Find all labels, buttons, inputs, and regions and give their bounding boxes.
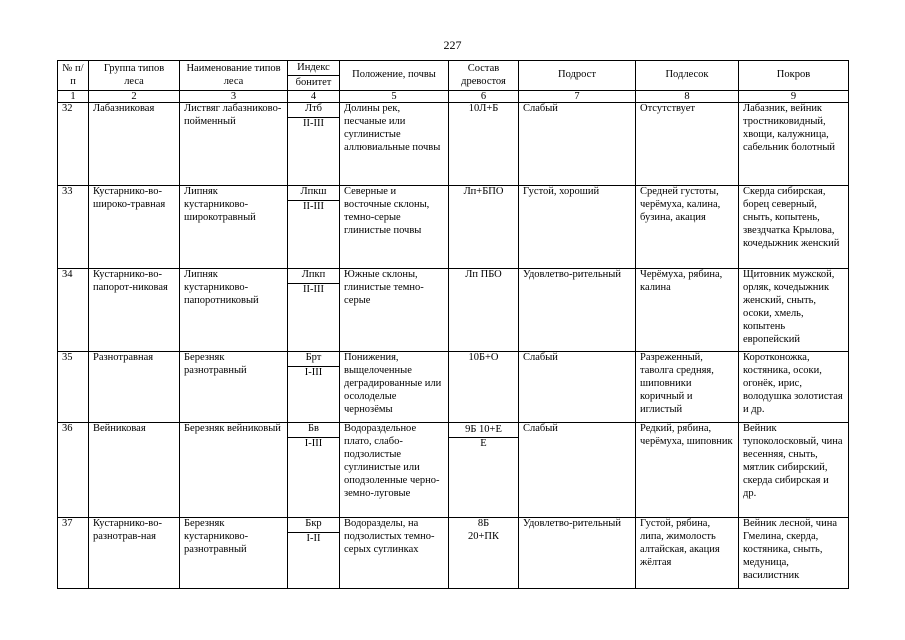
composition-line: 10Л+Б	[468, 103, 499, 114]
composition	[449, 438, 519, 518]
forest-group: Кустарнико-во-разнотрав-ная	[89, 518, 180, 589]
forest-group: Лабазниковая	[89, 103, 180, 186]
row-number: 35	[58, 352, 89, 423]
podlesok: Густой, рябина, липа, жимолость алтайская, акация жёлтая	[636, 518, 739, 589]
podrost: Слабый	[519, 423, 636, 518]
bonitet: I-III	[288, 438, 340, 518]
composition	[449, 352, 519, 423]
position-soils: Водоразделы, на подзолистых темно-серых суглинках	[340, 518, 449, 589]
row-number: 37	[58, 518, 89, 589]
forest-index: Лпкп	[288, 269, 340, 284]
podrost: Слабый	[519, 352, 636, 423]
podlesok: Разреженный, таволга средняя, шиповники коричный и иглистый	[636, 352, 739, 423]
bonitet: II-III	[288, 201, 340, 269]
table-body	[58, 103, 849, 589]
table-row	[58, 103, 849, 118]
pokrov: Щитовник мужской, орляк, кочедыжник женский, сныть, осоки, хмель, копытень европейский	[739, 269, 849, 352]
podlesok: Средней густоты, черёмуха, калина, бузина, акация	[636, 186, 739, 269]
pokrov: Вейник лесной, чина Гмелина, скерда, костяника, сныть, медуница, василистник	[739, 518, 849, 589]
podrost: Удовлетво-рительный	[519, 518, 636, 589]
bonitet: II-III	[288, 118, 340, 186]
position-soils: Долины рек, песчаные или суглинистые аллювиальные почвы	[340, 103, 449, 186]
forest-type-name: Листвяг лабазниково-пойменный	[180, 103, 288, 186]
forest-type-name: Березняк разнотравный	[180, 352, 288, 423]
row-number: 34	[58, 269, 89, 352]
composition	[449, 518, 519, 589]
forest-type-name: Липняк кустарниково-широкотравный	[180, 186, 288, 269]
forest-type-name: Березняк кустарниково-разнотравный	[180, 518, 288, 589]
column-number: 4	[288, 91, 340, 103]
column-number: 1	[58, 91, 89, 103]
header-index: Индекс	[288, 61, 340, 76]
column-number: 8	[636, 91, 739, 103]
table-row	[58, 352, 849, 367]
forest-group: Кустарнико-во-широко-травная	[89, 186, 180, 269]
forest-type-name: Березняк вейниковый	[180, 423, 288, 518]
podlesok: Черёмуха, рябина, калина	[636, 269, 739, 352]
header-position: Положение, почвы	[340, 61, 449, 91]
column-number: 2	[89, 91, 180, 103]
forest-index: Бкр	[288, 518, 340, 533]
forest-group: Вейниковая	[89, 423, 180, 518]
header-pokrov: Покров	[739, 61, 849, 91]
header-podlesok: Подлесок	[636, 61, 739, 91]
header-name: Наименование типов леса	[180, 61, 288, 91]
position-soils: Северные и восточные склоны, темно-серые глинистые почвы	[340, 186, 449, 269]
forest-type-name: Липняк кустарниково-папоротниковый	[180, 269, 288, 352]
bonitet: I-III	[288, 367, 340, 423]
column-number: 6	[449, 91, 519, 103]
composition-line: Лп ПБО	[465, 269, 502, 280]
podrost: Удовлетво-рительный	[519, 269, 636, 352]
table-row	[58, 423, 849, 438]
forest-index: Бв	[288, 423, 340, 438]
header-composition: Состав древостоя	[449, 61, 519, 91]
bonitet: II-III	[288, 284, 340, 352]
composition-line: 10Б+О	[468, 352, 499, 363]
row-number: 32	[58, 103, 89, 186]
forest-index: Брт	[288, 352, 340, 367]
table-row	[58, 518, 849, 533]
column-numbers-row	[58, 91, 849, 103]
composition	[449, 103, 519, 186]
pokrov: Вейник тупоколосковый, чина весенняя, сныть, мятлик сибирский, скерда сибирская и др.	[739, 423, 849, 518]
table-row	[58, 269, 849, 284]
composition-line: 20+ПК	[467, 530, 499, 542]
forest-group: Кустарнико-во-папорот-никовая	[89, 269, 180, 352]
podlesok: Редкий, рябина, черёмуха, шиповник	[636, 423, 739, 518]
composition-top: 9Б 10+Е	[449, 423, 519, 438]
podrost: Слабый	[519, 103, 636, 186]
composition-line: Е	[480, 438, 487, 449]
bonitet: I-II	[288, 533, 340, 589]
row-number: 36	[58, 423, 89, 518]
header-group: Группа типов леса	[89, 61, 180, 91]
header-podrost: Подрост	[519, 61, 636, 91]
forest-index: Лпкш	[288, 186, 340, 201]
position-soils: Южные склоны, глинистые темно-серые	[340, 269, 449, 352]
column-number: 7	[519, 91, 636, 103]
column-number: 5	[340, 91, 449, 103]
row-number: 33	[58, 186, 89, 269]
column-number: 3	[180, 91, 288, 103]
position-soils: Водораздельное плато, слабо-подзолистые суглинистые или оподзоленные черно-земно-луговые	[340, 423, 449, 518]
header-num: № п/п	[58, 61, 89, 91]
table-row	[58, 186, 849, 201]
forest-types-table	[57, 60, 849, 589]
composition-line: 8Б	[477, 518, 490, 529]
composition	[449, 186, 519, 269]
podlesok: Отсутствует	[636, 103, 739, 186]
composition	[449, 269, 519, 352]
page-number: 227	[443, 38, 462, 52]
pokrov: Коротконожка, костяника, осоки, огонёк, ирис, володушка золотистая и др.	[739, 352, 849, 423]
pokrov: Лабазник, вейник тростниковидный, хвощи, калужница, сабельник болотный	[739, 103, 849, 186]
forest-index: Лтб	[288, 103, 340, 118]
column-number: 9	[739, 91, 849, 103]
forest-group: Разнотравная	[89, 352, 180, 423]
composition-line: Лп+БПО	[463, 186, 504, 197]
position-soils: Понижения, выщелоченные деградированные или осолоделые чернозёмы	[340, 352, 449, 423]
pokrov: Скерда сибирская, борец северный, сныть, копытень, звездчатка Крылова, кочедыжник женский	[739, 186, 849, 269]
header-bonitet: бонитет	[288, 76, 340, 91]
podrost: Густой, хороший	[519, 186, 636, 269]
